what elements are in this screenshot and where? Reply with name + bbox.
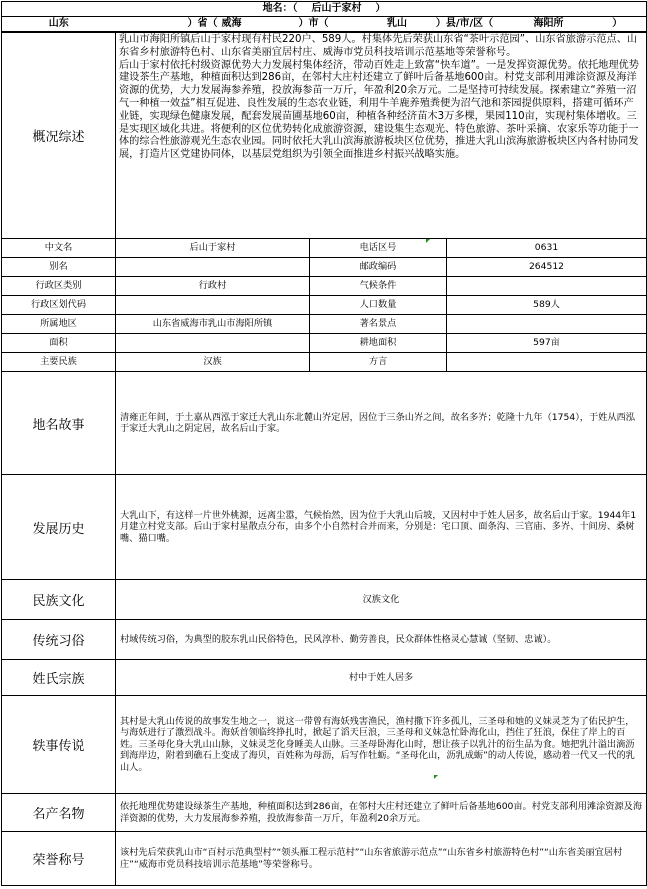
comment-marker-icon bbox=[434, 775, 438, 779]
postal-value: 264512 bbox=[447, 258, 647, 277]
culture-label: 民族文化 bbox=[2, 580, 116, 620]
dialect-value bbox=[447, 353, 647, 372]
farmland-value: 597亩 bbox=[447, 334, 647, 353]
custom-label: 传统习俗 bbox=[2, 620, 116, 660]
population-label: 人口数量 bbox=[310, 296, 447, 315]
culture-text: 汉族文化 bbox=[116, 580, 647, 620]
admin-category-value: 行政村 bbox=[116, 277, 310, 296]
custom-text: 村域传统习俗，为典型的胶东乳山民俗特色，民风淳朴、勤劳善良，民众群体性格灵心慧诚（坚韧、忠诚）。 bbox=[116, 620, 647, 660]
place-name: 后山于家村 bbox=[311, 3, 362, 14]
honor-text: 该村先后荣获乳山市“百村示范典型村”“领头雁工程示范村”“山东省旅游示范点”“山东省乡村旅游特色村”“山东省美丽宜居村庄”“威海市党员科技培训示范基地”等荣誉称号。 bbox=[116, 832, 647, 886]
area-label: 面积 bbox=[2, 334, 116, 353]
sections-table bbox=[1, 371, 647, 886]
legend-label: 轶事传说 bbox=[2, 696, 116, 794]
province: 山东 bbox=[2, 17, 116, 32]
product-text: 依托地理优势建设绿茶生产基地，种植面积达到286亩，在邻村大庄村还建立了鲜叶后备基地600亩。村党支部利用滩涂资源及海洋资源的优势，大力发展海参养殖，投放海参苗一万斤，年盈利20余万元。 bbox=[116, 794, 647, 832]
overview-paragraph-1: 乳山市海阳所镇后山于家村现有村民220户、589人。村集体先后荣获山东省“茶叶示范园”、山东省旅游示范点、山东省乡村旅游特色村、山东省美丽宜居村庄、威海市党员科技培训示范基地等荣誉称号。 bbox=[119, 34, 638, 58]
story-text: 清雍正年间，于土嘉从西泓于家迁大乳山东北麓山岕定居，因位于三条山岕之间，故名多岕；乾隆十九年（1754），于姓从西泓于家迁大乳山之阴定居，故名后山于家。 bbox=[116, 372, 647, 475]
region-value: 山东省威海市乳山市海阳所镇 bbox=[116, 315, 310, 334]
region-label: 所属地区 bbox=[2, 315, 116, 334]
overview-text bbox=[116, 33, 647, 239]
story-label: 地名故事 bbox=[2, 372, 116, 475]
history-label: 发展历史 bbox=[2, 475, 116, 580]
chinese-name-value: 后山于家村 bbox=[116, 239, 310, 258]
history-text: 大乳山下，有这样一片世外桃源，远离尘嚣，气候怡然，因为位于大乳山后坡，又因村中于姓人居多，故名后山于家。1944年1月建立村党支部。后山于家村星散点分布，由多个小自然村合并而来，分别是：宅口顶、面条沟、三官庙、多岕、十间房、桑树嘴、猫口嘴。 bbox=[116, 475, 647, 580]
climate-value bbox=[447, 277, 647, 296]
ethnic-value: 汉族 bbox=[116, 353, 310, 372]
area-code-label: 电话区号 bbox=[310, 239, 447, 258]
overview-paragraph-2: 后山于家村依托村级资源优势大力发展村集体经济，带动百姓走上致富“快车道”。一是发挥资源优势。依托地理优势建设茶生产基地，种植面积达到286亩，在邻村大庄村还建立了鲜叶后备基地600亩。村党支部利用滩涂资源及海洋资源的优势，大力发展海参养殖，投放海参苗一万斤，年盈利20余万元。二是坚持可持续发展。探索建立“养殖一沼气一种植一效益”相互促进、良性发展的生态农业链，利用牛羊鹿养殖粪便为沼气池和茶园提供原料，搭建可循环产业链，实现绿色健康发展，配套发展苗圃基地60亩，种植各种经济苗木3万多棵，果园110亩，实现村集体增收。三是实现区域化共进。将便利的区位优势转化成旅游资源，建设集生态观光、特色旅游、茶叶采摘、农家乐等功能于一体的综合性旅游观光生态农业园。同时依托大乳山滨海旅游板块区位优势，推进大乳山滨海旅游板块区内各村协同发展，打造片区党建协同体，以基层党组织为引领全面推进乡村振兴战略实施。 bbox=[119, 59, 639, 161]
ethnic-label: 主要民族 bbox=[2, 353, 116, 372]
city: 威海 bbox=[220, 17, 297, 32]
chinese-name-label: 中文名 bbox=[2, 239, 116, 258]
town: 海阳所 bbox=[509, 17, 589, 32]
comment-marker-icon bbox=[426, 239, 430, 243]
clan-label: 姓氏宗族 bbox=[2, 660, 116, 696]
info-table bbox=[1, 238, 647, 372]
county: 乳山 bbox=[374, 17, 421, 32]
product-label: 名产名物 bbox=[2, 794, 116, 832]
place-label: 地名：（ bbox=[262, 3, 298, 14]
honor-label: 荣誉称号 bbox=[2, 832, 116, 886]
area-value bbox=[116, 334, 310, 353]
admin-code-value bbox=[116, 296, 310, 315]
overview-table bbox=[1, 32, 647, 239]
population-value: 589人 bbox=[447, 296, 647, 315]
farmland-label: 耕地面积 bbox=[310, 334, 447, 353]
area-code-value: 0631 bbox=[447, 239, 647, 258]
attractions-value bbox=[447, 315, 647, 334]
admin-code-label: 行政区划代码 bbox=[2, 296, 116, 315]
legend-text: 其村是大乳山传说的故事发生地之一，说这一带曾有海妖残害渔民，渔村撒下许多孤儿，三圣母和她的义妹灵芝为了佑民护生，与海妖进行了激烈战斗。海妖首领临终挣扎时，掀起了滔天巨浪，三圣母和义妹急忙卧海化山，挡住了狂浪，保住了岸上的百姓。三圣母化身大乳山山脉，义妹灵芝化身睡美人山脉。三圣母卧海化山时，想让孩子以乳汁的衍生品为食。她把乳汁溢出滴沥到海岸边，附着到礁石上变成了海贝，百姓称为母沥，后写作牡蛎。“圣母化山，沥乳成蛎”的动人传说，感动着一代又一代的乳山人。 bbox=[116, 696, 647, 794]
overview-label: 概况综述 bbox=[2, 33, 116, 239]
admin-category-label: 行政区类别 bbox=[2, 277, 116, 296]
header-table: 地名：（ 后山于家村 ） 山东 ）省（ 威海 ）市（ 乳山 ）县/市/区（ 海阳所 ） bbox=[1, 1, 647, 32]
clan-text: 村中于姓人居多 bbox=[116, 660, 647, 696]
climate-label: 气候条件 bbox=[310, 277, 447, 296]
alias-label: 别名 bbox=[2, 258, 116, 277]
postal-label: 邮政编码 bbox=[310, 258, 447, 277]
place-name-row: 地名：（ 后山于家村 ） bbox=[2, 2, 647, 17]
dialect-label: 方言 bbox=[310, 353, 447, 372]
alias-value bbox=[116, 258, 310, 277]
attractions-label: 著名景点 bbox=[310, 315, 447, 334]
